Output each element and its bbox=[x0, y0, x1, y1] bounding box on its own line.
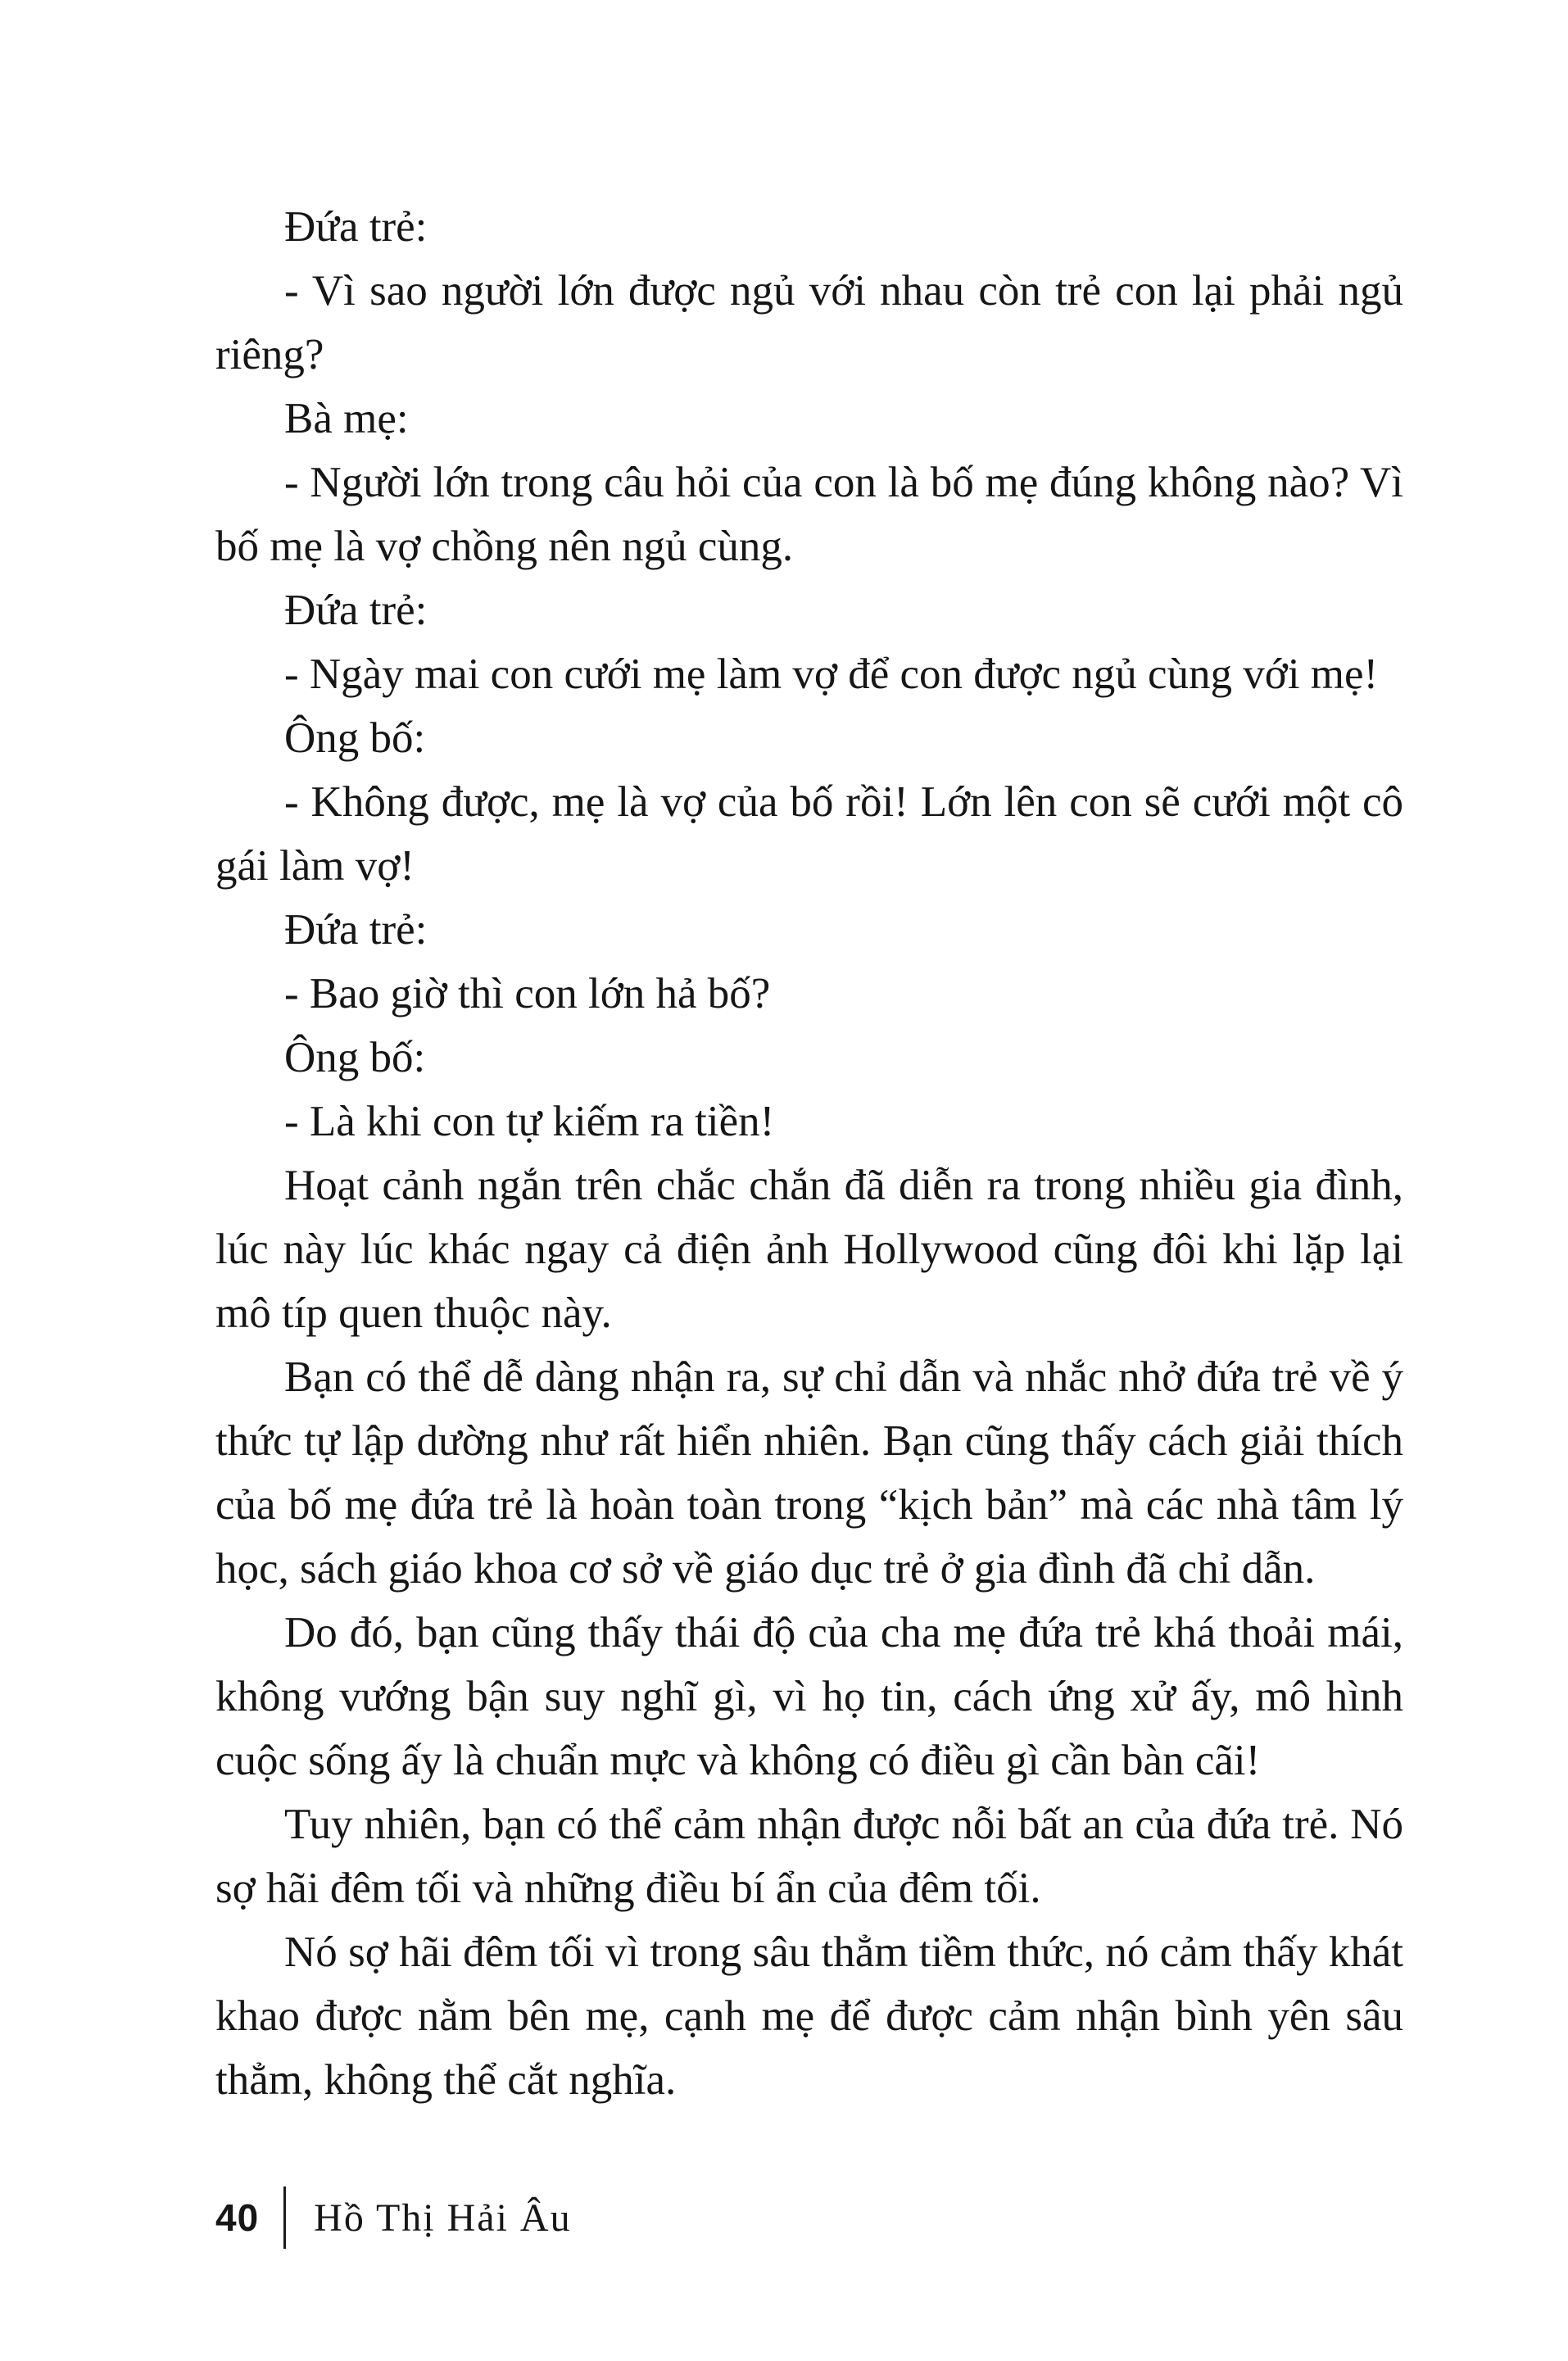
dialogue-line: - Là khi con tự kiếm ra tiền! bbox=[284, 1098, 775, 1145]
page-footer bbox=[215, 2182, 572, 2253]
footer-divider bbox=[283, 2187, 286, 2249]
speaker-label: Bà mẹ: bbox=[284, 395, 409, 442]
speaker-label: Đứa trẻ: bbox=[284, 906, 428, 954]
dialogue-line: - Vì sao người lớn được ngủ với nhau còn trẻ con lại phải ngủ riêng? bbox=[215, 267, 1403, 378]
dialogue-line: - Người lớn trong câu hỏi của con là bố mẹ đúng không nào? Vì bố mẹ là vợ chồng nên ngủ cùng. bbox=[215, 459, 1403, 570]
speaker-label: Đứa trẻ: bbox=[284, 587, 428, 634]
body-paragraph: Nó sợ hãi đêm tối vì trong sâu thẳm tiềm thức, nó cảm thấy khát khao được nằm bên mẹ, cạnh mẹ để được cảm nhận bình yên sâu thẳm, không thể cắt nghĩa. bbox=[215, 1928, 1403, 2104]
page-body-text bbox=[215, 195, 1403, 2112]
dialogue-line: - Bao giờ thì con lớn hả bố? bbox=[284, 970, 771, 1017]
body-paragraph: Do đó, bạn cũng thấy thái độ của cha mẹ đứa trẻ khá thoải mái, không vướng bận suy nghĩ gì, vì họ tin, cách ứng xử ấy, mô hình cuộc sống ấy là chuẩn mực và không có điều gì cần bàn cãi! bbox=[215, 1609, 1403, 1784]
page-number: 40 bbox=[215, 2196, 260, 2239]
speaker-label: Ông bố: bbox=[284, 714, 426, 762]
body-paragraph: Hoạt cảnh ngắn trên chắc chắn đã diễn ra trong nhiều gia đình, lúc này lúc khác ngay cả điện ảnh Hollywood cũng đôi khi lặp lại mô típ quen thuộc này. bbox=[215, 1162, 1403, 1337]
speaker-label: Đứa trẻ: bbox=[284, 203, 428, 251]
body-paragraph: Bạn có thể dễ dàng nhận ra, sự chỉ dẫn và nhắc nhở đứa trẻ về ý thức tự lập dường như rất hiển nhiên. Bạn cũng thấy cách giải thích của bố mẹ đứa trẻ là hoàn toàn trong “kịch bản” mà các nhà tâm lý học, sách giáo khoa cơ sở về giáo dục trẻ ở gia đình đã chỉ dẫn. bbox=[215, 1353, 1403, 1593]
body-paragraph: Tuy nhiên, bạn có thể cảm nhận được nỗi bất an của đứa trẻ. Nó sợ hãi đêm tối và những điều bí ẩn của đêm tối. bbox=[215, 1801, 1403, 1912]
dialogue-line: - Ngày mai con cưới mẹ làm vợ để con được ngủ cùng với mẹ! bbox=[284, 650, 1379, 698]
dialogue-line: - Không được, mẹ là vợ của bố rồi! Lớn lên con sẽ cưới một cô gái làm vợ! bbox=[215, 778, 1403, 890]
footer-author-name: Hồ Thị Hải Âu bbox=[314, 2196, 572, 2240]
speaker-label: Ông bố: bbox=[284, 1034, 426, 1081]
